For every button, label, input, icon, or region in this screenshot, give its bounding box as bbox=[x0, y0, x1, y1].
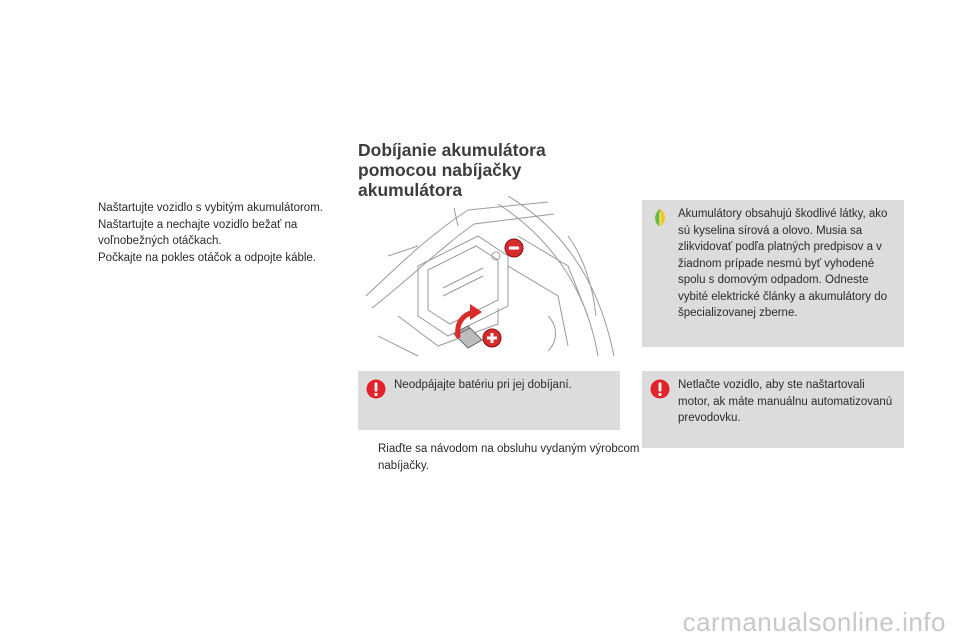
minus-terminal-icon bbox=[505, 239, 523, 257]
exclamation-warning-icon bbox=[366, 379, 386, 399]
section-title: Dobíjanie akumulátora pomocou nabíjačky akumulátora bbox=[358, 140, 546, 200]
site-watermark: carmanualsonline.info bbox=[682, 607, 946, 637]
environment-notice bbox=[642, 200, 904, 347]
list-item bbox=[78, 200, 340, 217]
list-item bbox=[358, 441, 640, 474]
bullet-text: Naštartujte vozidlo s vybitým akumulátorom. bbox=[98, 202, 323, 214]
bullet-text: Počkajte na pokles otáčok a odpojte káble. bbox=[98, 251, 317, 264]
warning-notice-push bbox=[642, 371, 904, 448]
list-item bbox=[78, 250, 340, 267]
list-item bbox=[78, 217, 340, 250]
notice-text: Akumulátory obsahujú škodlivé látky, ako sú kyselina sírová a olovo. Musia sa zlikvidovať podľa platných predpisov a v žiadnom prípade nesmú byť vyhodené spolu s domovým odpadom. Odneste vybité elektrické články a akumulátory do špecializovanej zberne. bbox=[678, 208, 888, 319]
notice-text: Neodpájajte batériu pri jej dobíjaní. bbox=[394, 379, 572, 391]
warning-notice-disconnect bbox=[358, 371, 620, 430]
notice-text: Netlačte vozidlo, aby ste naštartovali motor, ak máte manuálnu automatizovanú prevodovku. bbox=[678, 379, 893, 424]
bullet-text: Naštartujte a nechajte vozidlo bežať na voľnobežných otáčkach. bbox=[98, 218, 298, 247]
plus-terminal-icon bbox=[483, 329, 501, 347]
start-procedure-list bbox=[78, 200, 340, 266]
eco-leaf-icon bbox=[650, 208, 670, 228]
exclamation-warning-icon bbox=[650, 379, 670, 399]
bullet-text: Riaďte sa návodom na obsluhu vydaným výrobcom nabíjačky. bbox=[378, 443, 640, 472]
battery-illustration bbox=[358, 196, 620, 362]
